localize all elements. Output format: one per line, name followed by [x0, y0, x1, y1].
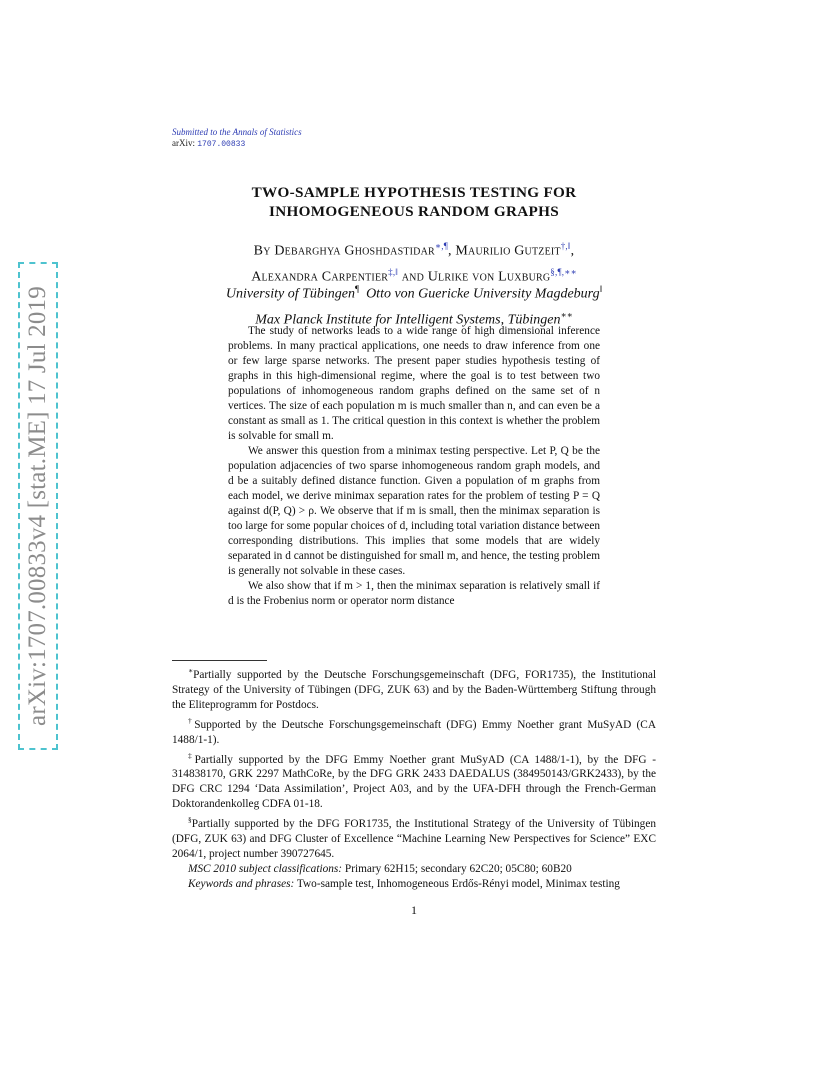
affiliation-tubingen: University of Tübingen: [225, 286, 355, 302]
title-line-2: INHOMOGENEOUS RANDOM GRAPHS: [269, 203, 559, 220]
author-gutzeit: Maurilio Gutzeit: [455, 243, 561, 259]
author-2-footnote-link[interactable]: †,‖: [560, 241, 571, 251]
footnote-divider: [172, 660, 267, 661]
author-carpentier: Alexandra Carpentier: [251, 269, 389, 285]
author-ghoshdastidar: Debarghya Ghoshdastidar: [274, 243, 435, 259]
paper-title: [172, 183, 656, 221]
author-4-footnote-link[interactable]: §,¶,∗∗: [550, 266, 577, 277]
abstract-paragraph-1: The study of networks leads to a wide range of high dimensional inference problems. In many practical applications, one needs to draw inference from one or few large sparse networks. The present paper studies hypothesis testing of graphs in this high-dimensional regime, where the goal is to test between two populations of inhomogeneous random graphs defined on the same set of n vertices. The size of each population m is much smaller than n, and can even be a constant as small as 1. The critical question in this context is whether the problem is solvable for small m.: [228, 325, 600, 442]
arxiv-stamp[interactable]: [18, 262, 58, 750]
by-label: By: [253, 243, 271, 259]
footnote-4: §Partially supported by the DFG FOR1735, the Institutional Strategy of the University of Tübingen (DFG, ZUK 63) and DFG Cluster of Excellence “Machine Learning New Perspectives for Science” EXC 2064/1, project number 390727645.: [172, 815, 656, 861]
and-label: and: [401, 269, 424, 285]
abstract-paragraph-3: We also show that if m > 1, then the minimax separation is relatively small if d is the Frobenius norm or operator norm distance: [228, 580, 600, 607]
arxiv-number-link[interactable]: 1707.00833: [197, 140, 246, 149]
footnote-3: ‡Partially supported by the DFG Emmy Noether grant MuSyAD (CA 1488/1-1), by the DFG - 314838170, GRK 2297 MathCoRe, by the DFG GRK 2433 DAEDALUS (384950143/GRK2433), by the DFG CRC 1294 ‘Data Assimilation’, Project A03, and by the UFA-DFH through the French-German Doktorandenkolleg CDFA 01-18.: [172, 750, 656, 811]
affiliation-line-2: Max Planck Institute for Intelligent Systems, Tübingen∗∗: [255, 309, 573, 328]
keywords: Keywords and phrases: Two-sample test, Inhomogeneous Erdős-Rényi model, Minimax testing: [188, 878, 620, 891]
page-number: 1: [411, 903, 417, 917]
author-3-footnote-link[interactable]: ‡,‖: [388, 266, 399, 277]
arxiv-id-line: [172, 138, 302, 150]
author-von-luxburg: Ulrike von Luxburg: [427, 269, 551, 285]
footnotes: [172, 663, 656, 892]
author-line-1: By Debarghya Ghoshdastidar∗,¶, Maurilio Gutzeit†,‖,: [253, 241, 575, 259]
arxiv-label: arXiv:: [172, 138, 195, 148]
msc-classifications: MSC 2010 subject classifications: Primary 62H15; secondary 62C20; 05C80; 60B20: [188, 863, 572, 876]
abstract-paragraph-2: We answer this question from a minimax testing perspective. Let P, Q be the population adjacencies of two sparse inhomogeneous random graph models, and d be a suitably defined distance function. Given a population of m graphs from each model, we derive minimax separation rates for the problem of testing P = Q against d(P, Q) > ρ. We observe that if m is small, then the minimax separation is too large for some popular choices of d, including total variation distance between corresponding distributions. This implies that some models that are widely separated in d cannot be distinguished for small m, and hence, the testing problem is generally not solvable in these cases.: [228, 445, 600, 577]
footnote-2: †Supported by the Deutsche Forschungsgemeinschaft (DFG) Emmy Noether grant MuSyAD (CA 1488/1-1).: [172, 715, 657, 746]
affiliation-mpi: Max Planck Institute for Intelligent Systems, Tübingen: [255, 312, 561, 328]
abstract: [228, 324, 600, 609]
submitted-to-link[interactable]: Submitted to the Annals of Statistics: [172, 127, 302, 137]
affiliations: [172, 279, 656, 330]
affiliation-magdeburg: Otto von Guericke University Magdeburg: [366, 286, 600, 302]
title-line-1: TWO-SAMPLE HYPOTHESIS TESTING FOR: [251, 184, 577, 201]
affiliation-line-1: University of Tübingen¶ Otto von Guericke University Magdeburg‖: [225, 284, 603, 302]
author-1-footnote-link[interactable]: ∗,¶: [434, 241, 448, 251]
footnote-1: ∗Partially supported by the Deutsche Forschungsgemeinschaft (DFG, FOR1735), the Institutional Strategy of the University of Tübingen (DFG, ZUK 63) and by the Baden-Württemberg Stiftung through the Eliteprogramm for Postdocs.: [172, 666, 656, 711]
journal-header: [172, 127, 302, 150]
arxiv-stamp-text[interactable]: arXiv:1707.00833v4 [stat.ME] 17 Jul 2019: [24, 286, 51, 726]
